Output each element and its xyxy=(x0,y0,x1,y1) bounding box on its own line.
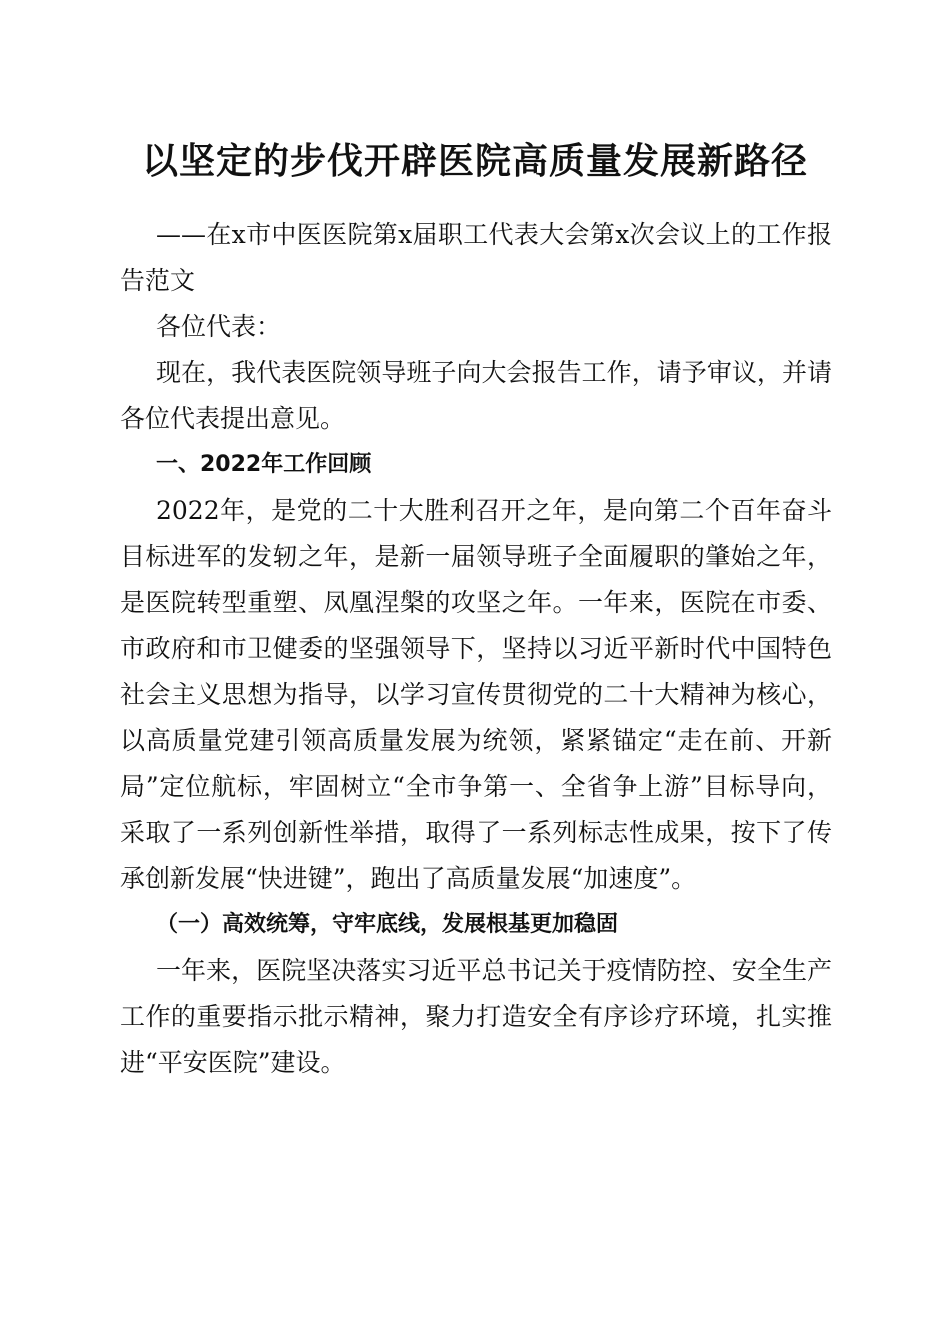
salutation: 各位代表： xyxy=(156,312,282,341)
document-title: 以坚定的步伐开辟医院高质量发展新路径 xyxy=(141,140,808,182)
subsection-heading-1: （一）高效统筹，守牢底线，发展根基更加稳固 xyxy=(156,912,619,937)
section-heading-1: 一、2022年工作回顾 xyxy=(156,452,372,477)
document-subtitle: ——在x市中医医院第x届职工代表大会第x次会议上的工作报告范文 xyxy=(120,220,832,295)
body-paragraph-1: 2022年，是党的二十大胜利召开之年，是向第二个百年奋斗目标进军的发轫之年，是新一届领导班子全面履职的肇始之年，是医院转型重塑、凤凰涅槃的攻坚之年。一年来，医院在市委、市政府和市卫健委的坚强领导下，坚持以习近平新时代中国特色社会主义思想为指导，以学习宣传贯彻党的二十大精神为核心，以高质量党建引领高质量发展为统领，紧紧锚定“走在前、开新局”定位航标，牢固树立“全市争第一、全省争上游”目标导向，采取了一系列创新性举措，取得了一系列标志性成果，按下了传承创新发展“快进键”，跑出了高质量发展“加速度”。 xyxy=(120,496,832,893)
document-body xyxy=(120,212,832,1086)
intro-paragraph: 现在，我代表医院领导班子向大会报告工作，请予审议，并请各位代表提出意见。 xyxy=(120,358,832,433)
body-paragraph-2: 一年来，医院坚决落实习近平总书记关于疫情防控、安全生产工作的重要指示批示精神，聚力打造安全有序诊疗环境，扎实推进“平安医院”建设。 xyxy=(120,956,832,1077)
